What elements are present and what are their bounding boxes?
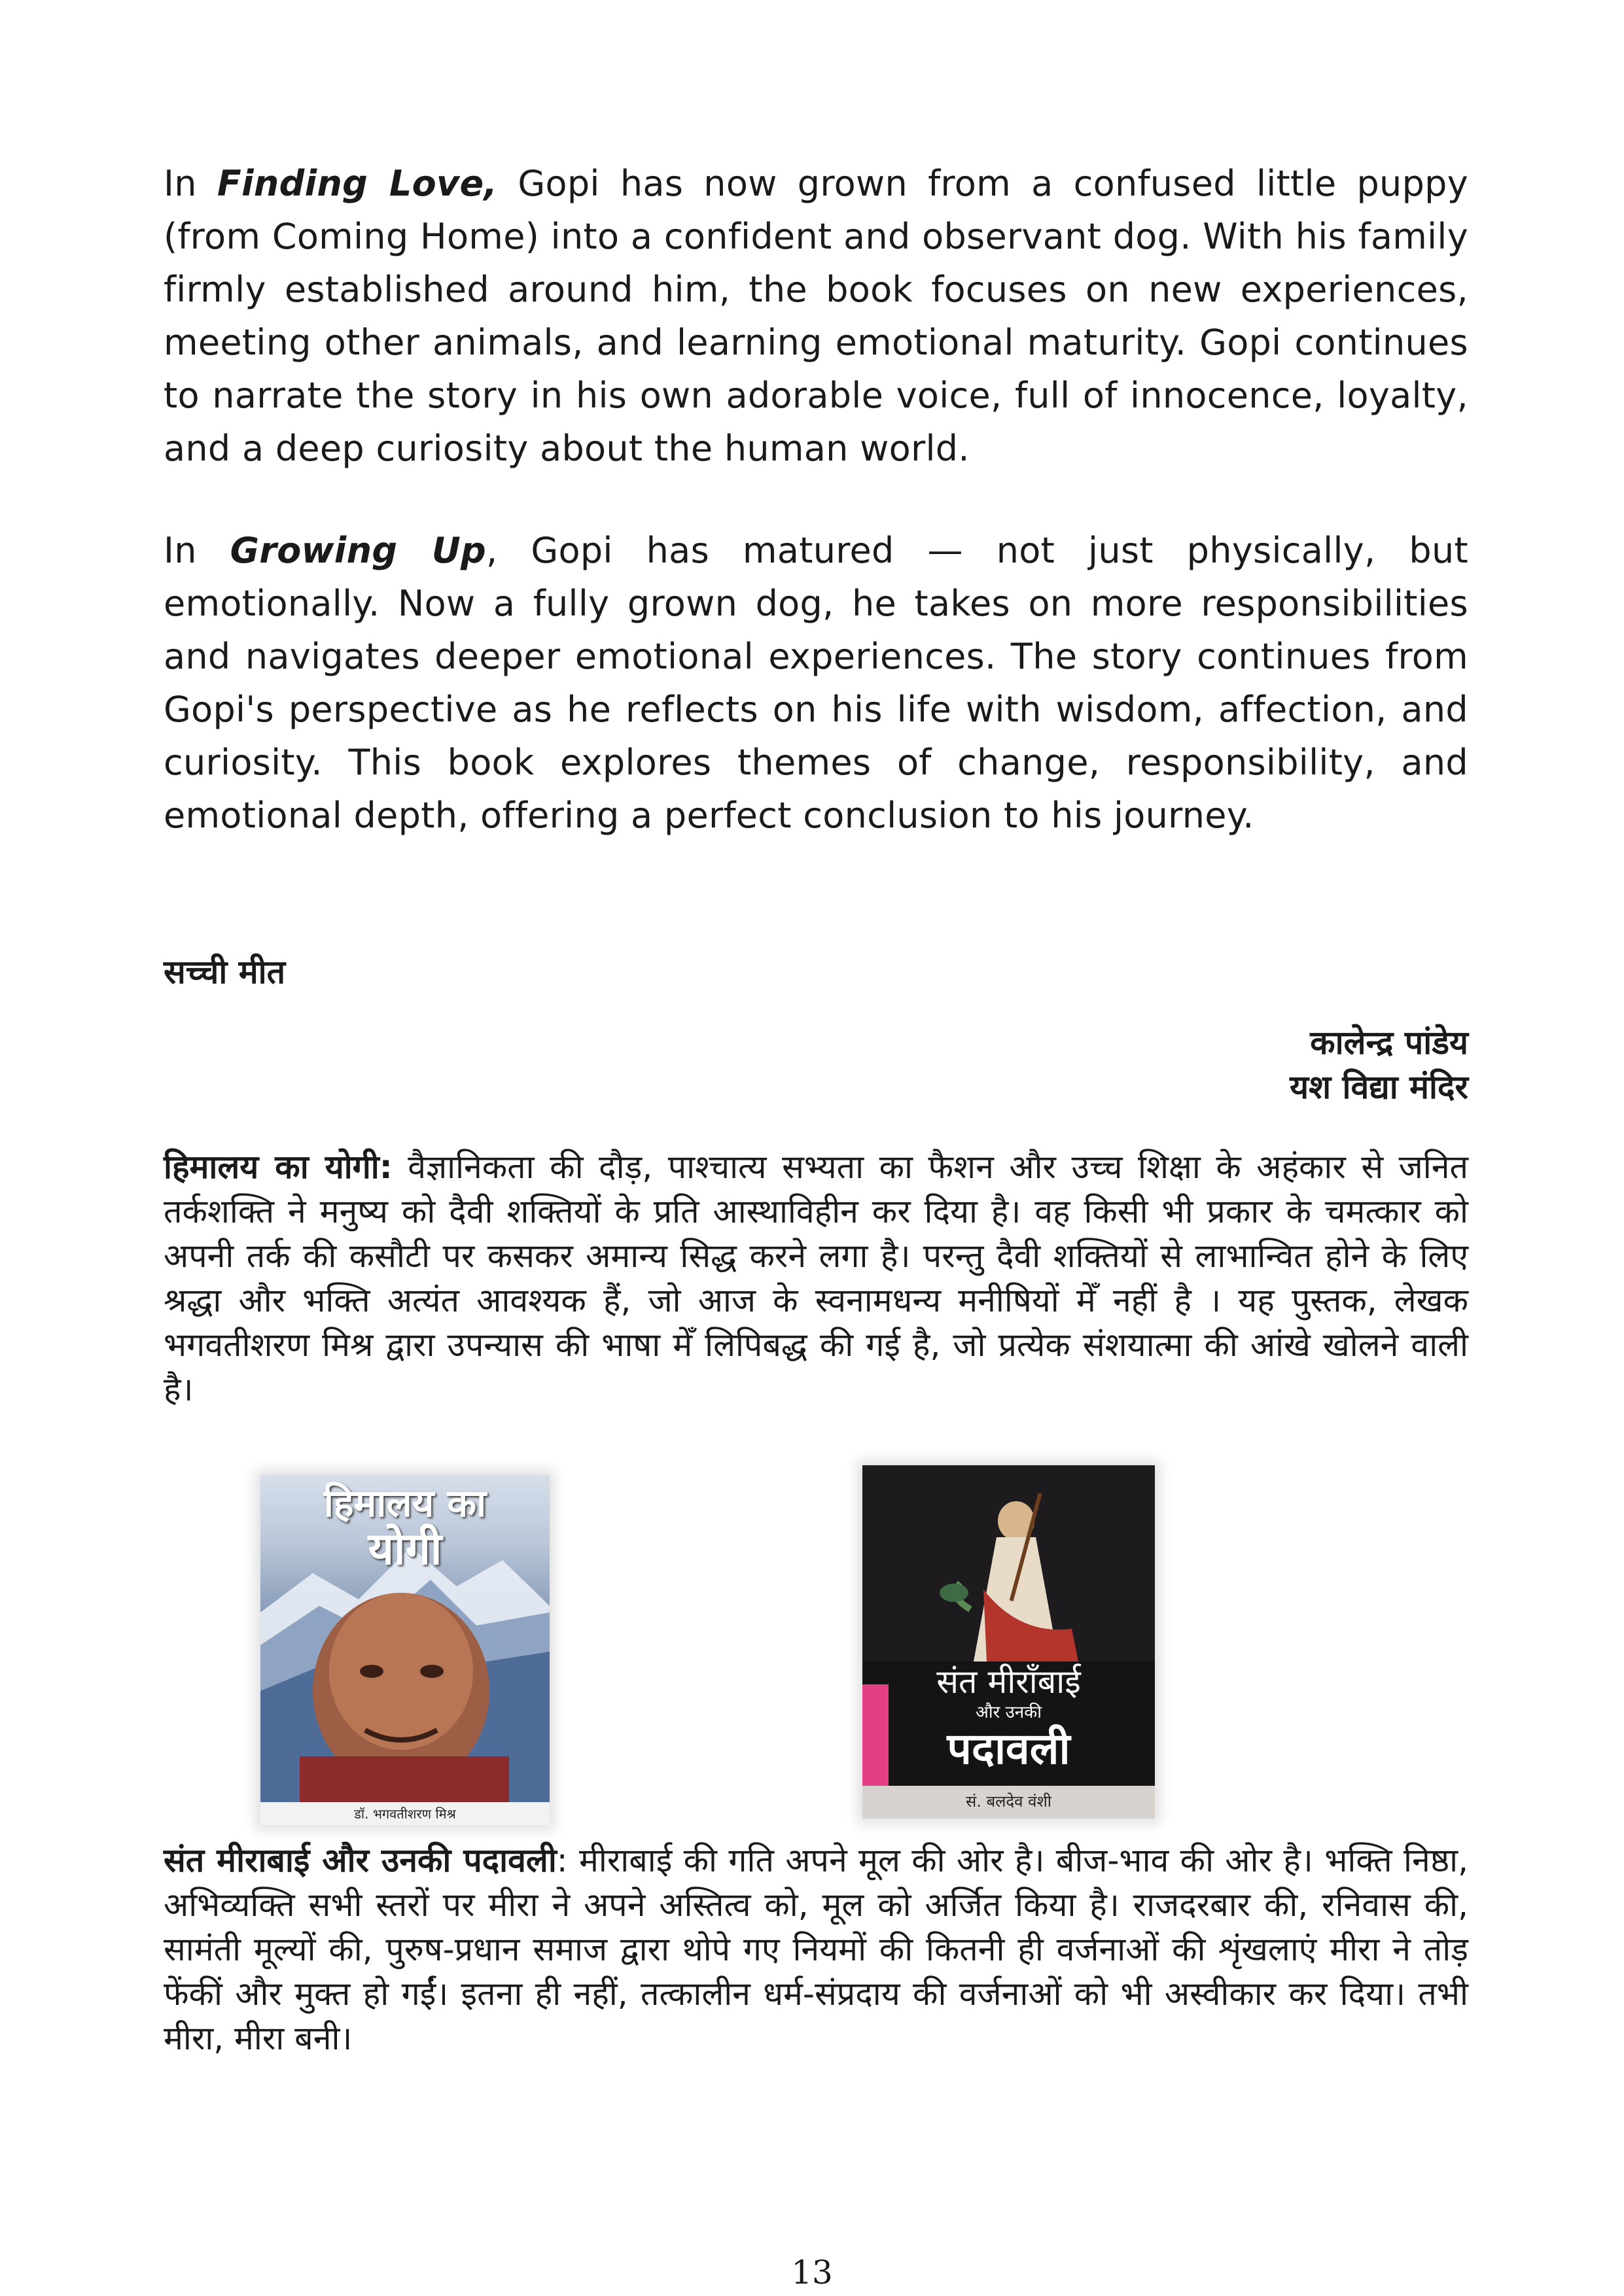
book2-title bbox=[862, 1661, 1155, 1774]
himalaya-yogi-book-cover bbox=[260, 1475, 550, 1825]
finding-love-title: Finding Love, bbox=[217, 163, 498, 204]
book1-author: डॉ. भगवतीशरण मिश्र bbox=[354, 1806, 456, 1822]
book1-title-line2: योगी bbox=[368, 1523, 442, 1575]
para2-text: , Gopi has matured — not just physically, but emotionally. Now a fully grown dog, he takes on more responsibilities and navigates deeper emotional experiences. The story continues from Gopi's perspective as he reflects on his life with wisdom, affection, and curiosity. This book explores themes of change, responsibility, and emotional depth, offering a perfect conclusion to his journey. bbox=[164, 530, 1468, 836]
growing-up-paragraph bbox=[164, 524, 1468, 842]
finding-love-paragraph bbox=[164, 157, 1468, 475]
meerabai-paragraph bbox=[164, 1838, 1468, 2061]
book2-title-line2: और उनकी bbox=[976, 1703, 1042, 1722]
book1-title bbox=[260, 1482, 550, 1574]
page-number: 13 bbox=[791, 2253, 833, 2291]
para2-lead: In bbox=[164, 530, 230, 571]
para4-text: : मीराबाई की गति अपने मूल की ओर है। बीज-भाव की ओर है। भक्ति निष्ठा, अभिव्यक्ति सभी स्तरों पर मीरा ने अपने अस्तित्व को, मूल को अर्जित किया है। राजदरबार की, रनिवास की, सामंती मूल्यों की, पुरुष-प्रधान समाज द्वारा थोपे गए नियमों की कितनी ही वर्जनाओं की शृंखलाएं मीरा ने तोड़ फेंकीं और मुक्त हो गईं। इतना ही नहीं, तत्कालीन धर्म-संप्रदाय की वर्जनाओं को भी अस्वीकार कर दिया। तभी मीरा, मीरा बनी। bbox=[164, 1841, 1468, 2057]
english-section bbox=[164, 157, 1468, 842]
author-school: यश विद्या मंदिर bbox=[1290, 1068, 1468, 1106]
himalaya-yogi-paragraph bbox=[164, 1145, 1468, 1412]
para1-text: Gopi has now grown from a confused little puppy (from Coming Home) into a confident and observant dog. With his family firmly established around him, the book focuses on new experiences, meeting other animals, and learning emotional maturity. Gopi continues to narrate the story in his own adorable voice, full of innocence, loyalty, and a deep curiosity about the human world. bbox=[164, 163, 1468, 469]
meerabai-padavali-book-cover bbox=[862, 1465, 1155, 1818]
author-block bbox=[1290, 1020, 1468, 1109]
book2-title-line3: पदावली bbox=[947, 1723, 1070, 1774]
meerabai-title: संत मीराबाई और उनकी पदावली bbox=[164, 1841, 557, 1879]
para1-lead: In bbox=[164, 163, 217, 204]
author-name: कालेन्द्र पांडेय bbox=[1310, 1024, 1468, 1062]
section-heading: सच्ची मीत bbox=[164, 953, 286, 991]
growing-up-title: Growing Up bbox=[230, 530, 486, 571]
book2-title-line1: संत मीराँबाई bbox=[936, 1663, 1081, 1701]
para3-text: वैज्ञानिकता की दौड़, पाश्चात्य सभ्यता का फैशन और उच्च शिक्षा के अहंकार से जनित तर्कशक्ति ने मनुष्य को दैवी शक्तियों के प्रति आस्थाविहीन कर दिया है। वह किसी भी प्रकार के चमत्कार को अपनी तर्क की कसौटी पर कसकर अमान्य सिद्ध करने लगा है। परन्तु दैवी शक्तियों से लाभान्वित होने के लिए श्रद्धा और भक्ति अत्यंत आवश्यक हैं, जो आज के स्वनामधन्य मनीषियों मेँ नहीं है । यह पुस्तक, लेखक भगवतीशरण मिश्र द्वारा उपन्यास की भाषा मेँ लिपिबद्ध की गई है, जो प्रत्येक संशयात्मा की आंखे खोलने वाली है। bbox=[164, 1148, 1468, 1408]
book1-title-line1: हिमालय का bbox=[323, 1481, 487, 1525]
himalaya-yogi-title: हिमालय का योगी: bbox=[164, 1148, 393, 1186]
book2-author: सं. बलदेव वंशी bbox=[965, 1792, 1052, 1811]
